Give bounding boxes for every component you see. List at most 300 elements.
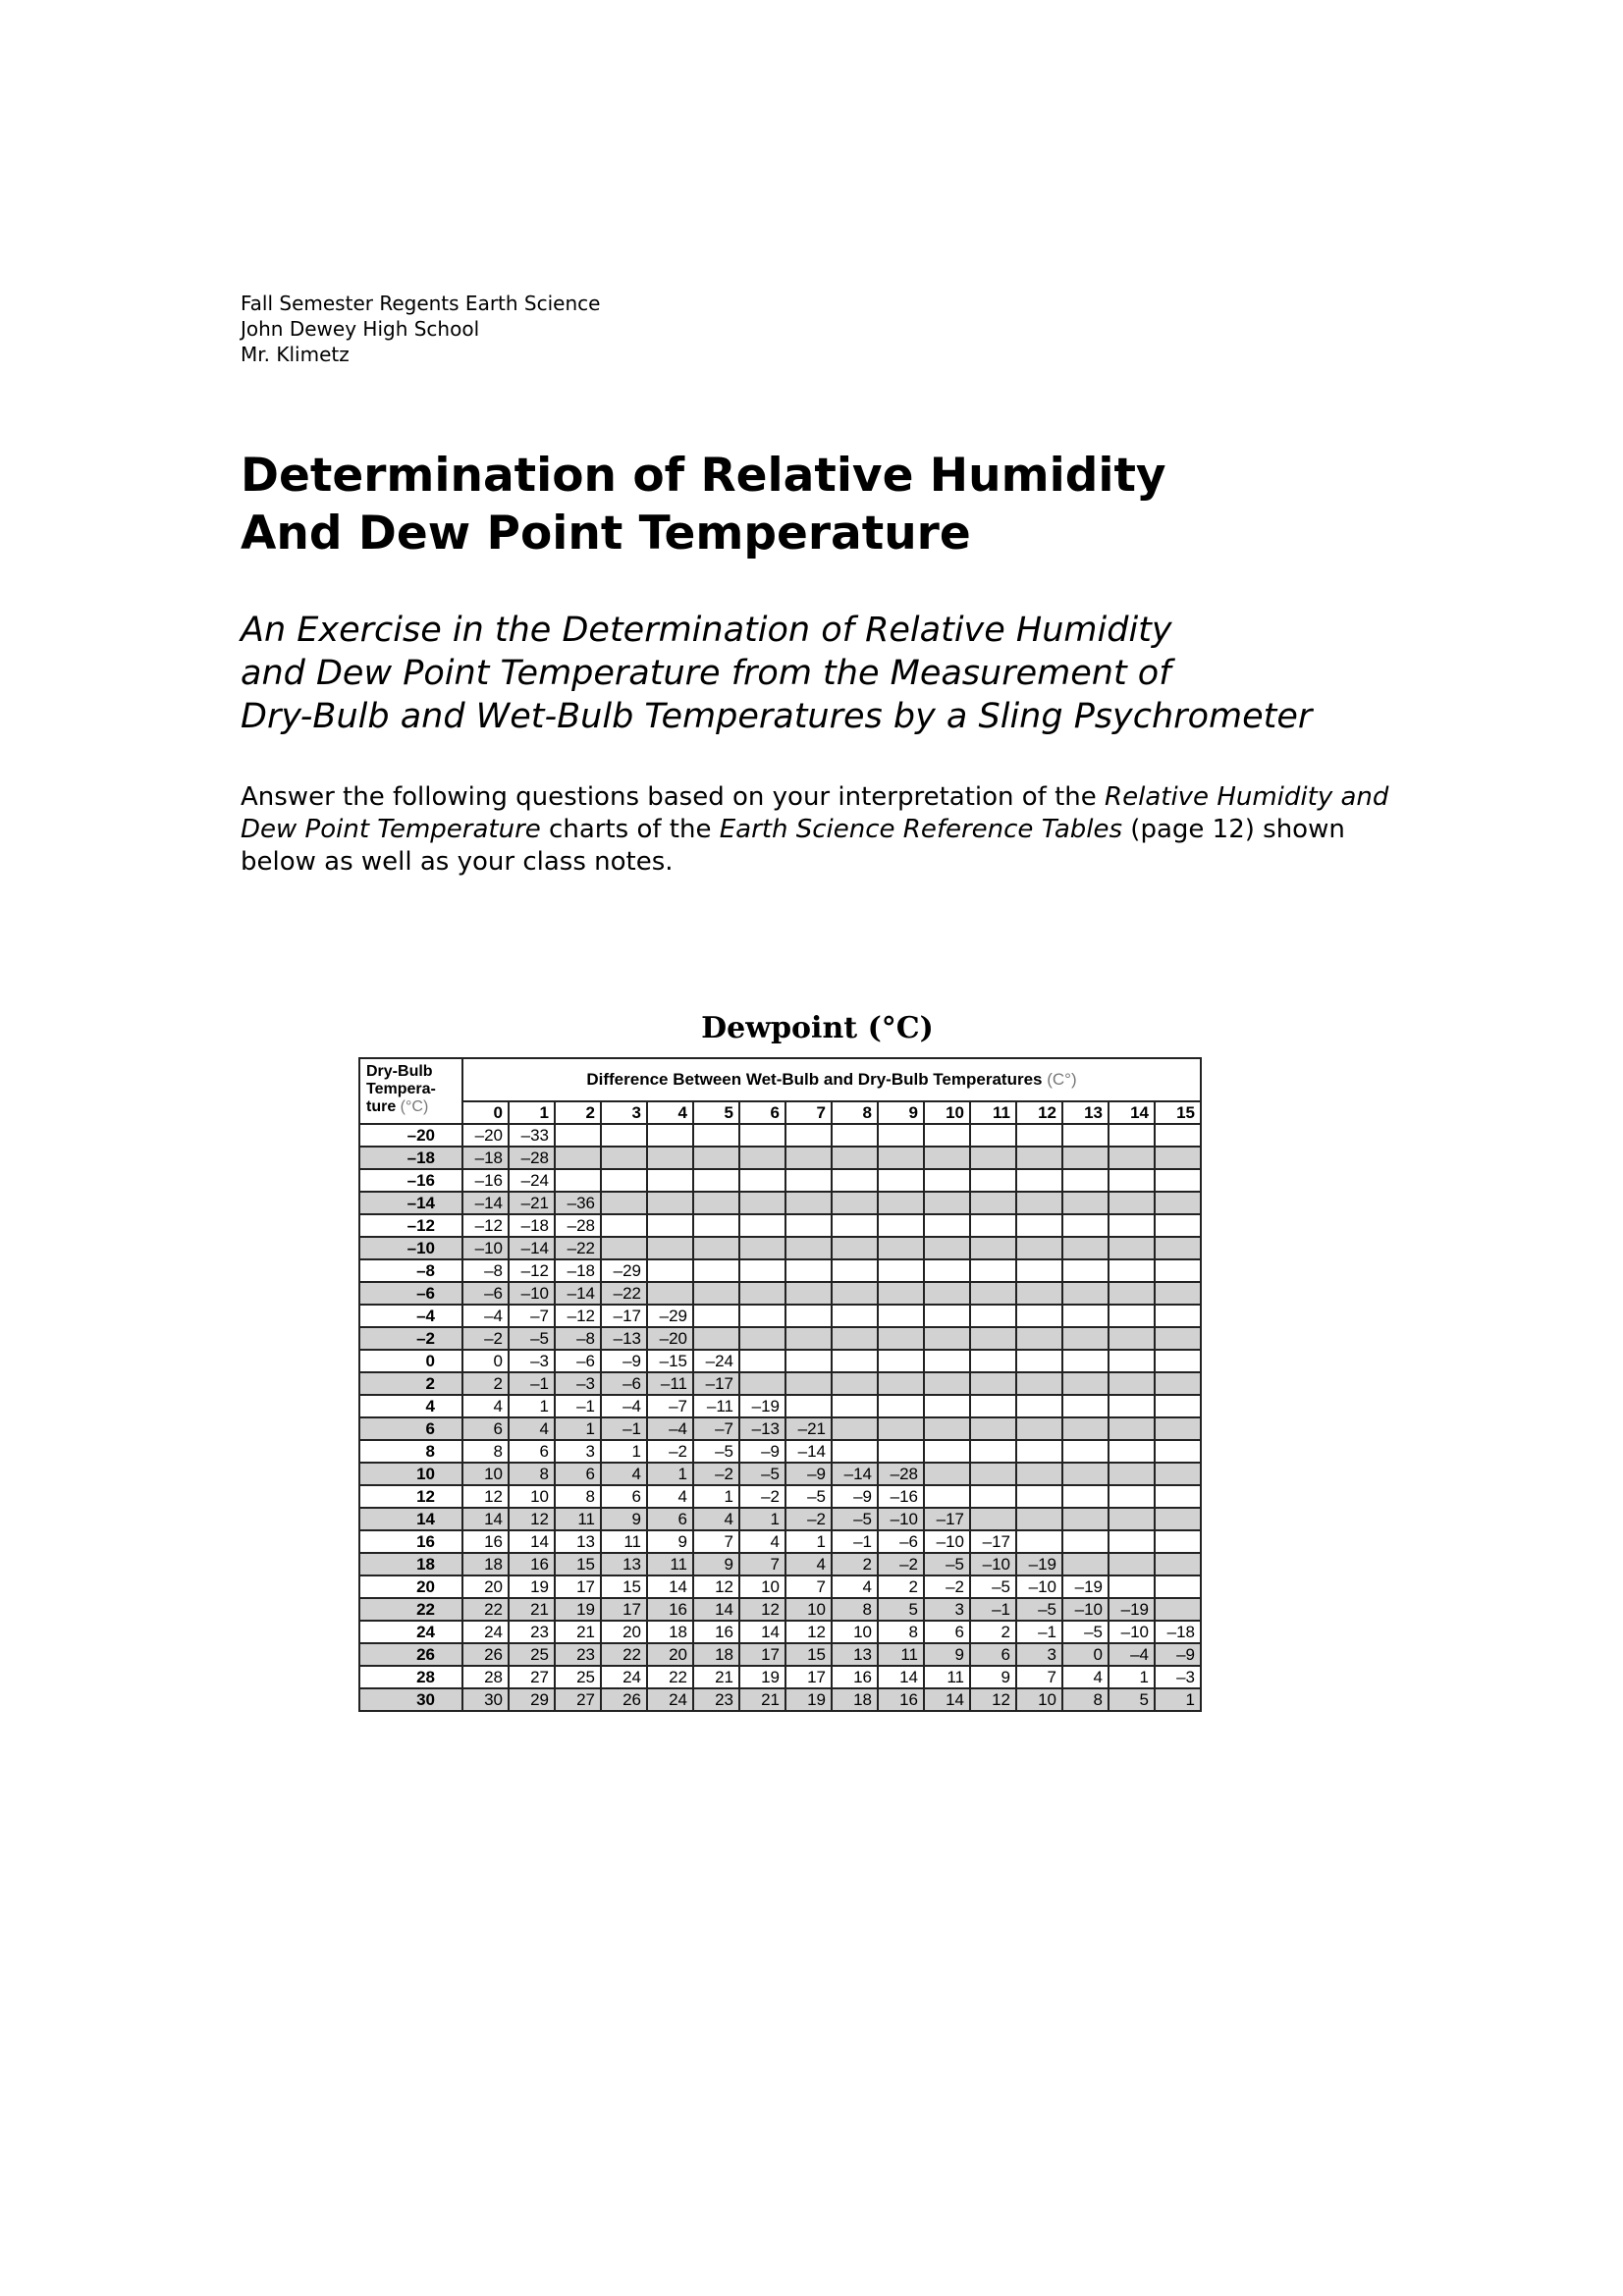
dewpoint-cell: –7 — [647, 1395, 693, 1417]
dewpoint-cell: –10 — [924, 1530, 970, 1553]
dewpoint-cell — [785, 1147, 832, 1169]
dewpoint-cell — [1062, 1237, 1109, 1259]
dewpoint-cell: 21 — [693, 1666, 739, 1688]
instructions-emphasis-1: Relative Humidity and Dew Point Temperature — [241, 782, 1389, 844]
dry-bulb-cell: –4 — [359, 1305, 462, 1327]
dry-bulb-cell: –12 — [359, 1214, 462, 1237]
dewpoint-cell — [739, 1350, 785, 1372]
dewpoint-cell — [1062, 1485, 1109, 1508]
dewpoint-cell: –10 — [1062, 1598, 1109, 1621]
dewpoint-cell — [1155, 1350, 1201, 1372]
dewpoint-cell — [970, 1259, 1016, 1282]
dry-bulb-cell: –16 — [359, 1169, 462, 1192]
table-row — [359, 1327, 1201, 1350]
dewpoint-cell: –10 — [970, 1553, 1016, 1575]
dewpoint-cell — [1109, 1508, 1155, 1530]
dewpoint-cell: –13 — [601, 1327, 647, 1350]
dewpoint-cell: 14 — [647, 1575, 693, 1598]
dewpoint-cell: 6 — [647, 1508, 693, 1530]
dewpoint-cell — [1016, 1440, 1062, 1463]
dewpoint-cell: –2 — [462, 1327, 509, 1350]
page-title — [241, 447, 1166, 562]
dewpoint-cell: 26 — [462, 1643, 509, 1666]
dewpoint-cell — [693, 1282, 739, 1305]
dewpoint-cell — [739, 1169, 785, 1192]
dewpoint-cell — [970, 1124, 1016, 1147]
dewpoint-cell: –6 — [462, 1282, 509, 1305]
dewpoint-cell — [1062, 1350, 1109, 1372]
dewpoint-cell: –5 — [924, 1553, 970, 1575]
dewpoint-cell: 8 — [555, 1485, 601, 1508]
dewpoint-cell — [1062, 1147, 1109, 1169]
column-header: 5 — [693, 1101, 739, 1124]
instructions-emphasis-2: Earth Science Reference Tables — [719, 815, 1123, 844]
dewpoint-cell: 1 — [785, 1530, 832, 1553]
dewpoint-cell: 3 — [555, 1440, 601, 1463]
dewpoint-cell: 16 — [878, 1688, 924, 1711]
dewpoint-cell — [878, 1372, 924, 1395]
dewpoint-cell: –24 — [693, 1350, 739, 1372]
dewpoint-cell: 11 — [878, 1643, 924, 1666]
dewpoint-cell — [970, 1508, 1016, 1530]
dewpoint-cell: –22 — [555, 1237, 601, 1259]
page-subtitle — [241, 609, 1312, 738]
dewpoint-cell — [1016, 1530, 1062, 1553]
table-row — [359, 1508, 1201, 1530]
dewpoint-cell: –16 — [878, 1485, 924, 1508]
table-row — [359, 1169, 1201, 1192]
dewpoint-cell: –29 — [647, 1305, 693, 1327]
dewpoint-cell — [1109, 1124, 1155, 1147]
dewpoint-cell: 13 — [555, 1530, 601, 1553]
dewpoint-cell: 30 — [462, 1688, 509, 1711]
dewpoint-cell: –2 — [785, 1508, 832, 1530]
dewpoint-cell: 6 — [555, 1463, 601, 1485]
dewpoint-cell: 4 — [647, 1485, 693, 1508]
dewpoint-cell: –2 — [878, 1553, 924, 1575]
dewpoint-cell — [1109, 1395, 1155, 1417]
dewpoint-cell: –5 — [832, 1508, 878, 1530]
dewpoint-cell: –28 — [555, 1214, 601, 1237]
dewpoint-cell: 1 — [693, 1485, 739, 1508]
dewpoint-cell: –4 — [1109, 1643, 1155, 1666]
column-header: 7 — [785, 1101, 832, 1124]
column-header: 11 — [970, 1101, 1016, 1124]
column-header: 8 — [832, 1101, 878, 1124]
dewpoint-cell — [1062, 1259, 1109, 1282]
dewpoint-cell: 25 — [555, 1666, 601, 1688]
dewpoint-cell: –14 — [555, 1282, 601, 1305]
dewpoint-cell — [601, 1192, 647, 1214]
dewpoint-cell: –15 — [647, 1350, 693, 1372]
dewpoint-cell: 7 — [1016, 1666, 1062, 1688]
dewpoint-cell — [785, 1192, 832, 1214]
dewpoint-cell — [785, 1214, 832, 1237]
dewpoint-cell — [924, 1305, 970, 1327]
dewpoint-cell — [1109, 1147, 1155, 1169]
dewpoint-cell — [924, 1440, 970, 1463]
dewpoint-cell — [1155, 1327, 1201, 1350]
dewpoint-cell — [924, 1147, 970, 1169]
dewpoint-cell — [1016, 1192, 1062, 1214]
dry-bulb-cell: 16 — [359, 1530, 462, 1553]
dewpoint-cell: –14 — [785, 1440, 832, 1463]
dewpoint-cell: 9 — [970, 1666, 1016, 1688]
dewpoint-cell — [555, 1169, 601, 1192]
instructions-paragraph — [241, 781, 1399, 879]
dewpoint-cell — [739, 1305, 785, 1327]
dewpoint-cell — [693, 1259, 739, 1282]
difference-header-text: Difference Between Wet-Bulb and Dry-Bulb Temperatures — [586, 1070, 1048, 1089]
dewpoint-cell: 8 — [462, 1440, 509, 1463]
dewpoint-cell: 26 — [601, 1688, 647, 1711]
dewpoint-cell — [924, 1124, 970, 1147]
dewpoint-cell: –29 — [601, 1259, 647, 1282]
dewpoint-cell — [832, 1124, 878, 1147]
dewpoint-cell: 0 — [462, 1350, 509, 1372]
dewpoint-cell: 25 — [509, 1643, 555, 1666]
dewpoint-cell: 3 — [1016, 1643, 1062, 1666]
dewpoint-cell: –20 — [647, 1327, 693, 1350]
dewpoint-cell: 16 — [509, 1553, 555, 1575]
dewpoint-cell: –14 — [462, 1192, 509, 1214]
column-header: 15 — [1155, 1101, 1201, 1124]
dewpoint-cell — [1155, 1485, 1201, 1508]
dry-bulb-cell: 30 — [359, 1688, 462, 1711]
dewpoint-cell: –1 — [832, 1530, 878, 1553]
dewpoint-cell: –4 — [601, 1395, 647, 1417]
dewpoint-cell — [739, 1282, 785, 1305]
dewpoint-cell: 4 — [739, 1530, 785, 1553]
dewpoint-cell: 1 — [509, 1395, 555, 1417]
dry-bulb-header-line-2: Tempera- — [366, 1081, 436, 1097]
dewpoint-cell — [1062, 1214, 1109, 1237]
dewpoint-cell — [693, 1214, 739, 1237]
dewpoint-cell: –9 — [601, 1350, 647, 1372]
dewpoint-cell: –7 — [693, 1417, 739, 1440]
dewpoint-cell — [924, 1463, 970, 1485]
dewpoint-cell — [924, 1350, 970, 1372]
dry-bulb-header — [359, 1058, 462, 1124]
dewpoint-cell — [832, 1305, 878, 1327]
dewpoint-cell: –5 — [509, 1327, 555, 1350]
dewpoint-cell: –20 — [462, 1124, 509, 1147]
dewpoint-cell: 15 — [785, 1643, 832, 1666]
dry-bulb-cell: 14 — [359, 1508, 462, 1530]
dewpoint-cell — [832, 1327, 878, 1350]
dewpoint-cell: –9 — [785, 1463, 832, 1485]
table-row — [359, 1147, 1201, 1169]
dewpoint-cell: 14 — [693, 1598, 739, 1621]
dewpoint-cell: –17 — [693, 1372, 739, 1395]
dewpoint-cell — [970, 1417, 1016, 1440]
dewpoint-cell: 0 — [1062, 1643, 1109, 1666]
table-row — [359, 1350, 1201, 1372]
dewpoint-cell — [924, 1417, 970, 1440]
dewpoint-cell — [785, 1395, 832, 1417]
dewpoint-cell: –18 — [462, 1147, 509, 1169]
dewpoint-cell: –5 — [693, 1440, 739, 1463]
dewpoint-cell: 14 — [462, 1508, 509, 1530]
dry-bulb-unit: (°C) — [400, 1098, 429, 1115]
dewpoint-cell: –2 — [924, 1575, 970, 1598]
dewpoint-cell — [1109, 1327, 1155, 1350]
dewpoint-cell: 24 — [462, 1621, 509, 1643]
dewpoint-cell — [1016, 1147, 1062, 1169]
dewpoint-cell — [878, 1147, 924, 1169]
table-row — [359, 1485, 1201, 1508]
dewpoint-cell — [970, 1282, 1016, 1305]
dewpoint-cell — [1016, 1305, 1062, 1327]
dewpoint-cell — [1109, 1305, 1155, 1327]
dewpoint-cell: 17 — [555, 1575, 601, 1598]
table-row — [359, 1214, 1201, 1237]
dewpoint-cell — [970, 1350, 1016, 1372]
dewpoint-cell: 27 — [509, 1666, 555, 1688]
dewpoint-cell — [832, 1350, 878, 1372]
dry-bulb-cell: 22 — [359, 1598, 462, 1621]
school-name: John Dewey High School — [241, 317, 480, 341]
dewpoint-cell: 12 — [970, 1688, 1016, 1711]
dewpoint-cell: 28 — [462, 1666, 509, 1688]
dewpoint-cell — [555, 1147, 601, 1169]
dewpoint-cell: –10 — [462, 1237, 509, 1259]
dewpoint-cell — [1109, 1192, 1155, 1214]
dewpoint-cell — [1016, 1259, 1062, 1282]
dewpoint-cell: 12 — [785, 1621, 832, 1643]
dewpoint-cell — [832, 1372, 878, 1395]
dewpoint-cell: 1 — [601, 1440, 647, 1463]
dewpoint-cell: 13 — [601, 1553, 647, 1575]
dry-bulb-cell: 0 — [359, 1350, 462, 1372]
dewpoint-cell: 15 — [555, 1553, 601, 1575]
difference-header — [462, 1058, 1201, 1101]
dewpoint-cell — [970, 1305, 1016, 1327]
dewpoint-cell — [878, 1417, 924, 1440]
dewpoint-cell: –8 — [462, 1259, 509, 1282]
dewpoint-cell: –1 — [555, 1395, 601, 1417]
column-header: 0 — [462, 1101, 509, 1124]
dewpoint-cell: –36 — [555, 1192, 601, 1214]
dewpoint-cell — [1109, 1214, 1155, 1237]
dewpoint-cell: 1 — [555, 1417, 601, 1440]
dewpoint-cell — [1016, 1350, 1062, 1372]
table-row — [359, 1688, 1201, 1711]
dewpoint-cell: –12 — [462, 1214, 509, 1237]
dry-bulb-cell: –10 — [359, 1237, 462, 1259]
dewpoint-cell: 9 — [693, 1553, 739, 1575]
dewpoint-cell — [1062, 1192, 1109, 1214]
dewpoint-cell: 10 — [832, 1621, 878, 1643]
dewpoint-cell: 8 — [509, 1463, 555, 1485]
dewpoint-cell — [832, 1237, 878, 1259]
dewpoint-cell: 18 — [693, 1643, 739, 1666]
dewpoint-cell — [601, 1169, 647, 1192]
dry-bulb-cell: 24 — [359, 1621, 462, 1643]
dewpoint-cell: –33 — [509, 1124, 555, 1147]
dewpoint-cell — [1062, 1440, 1109, 1463]
subtitle-line-1: An Exercise in the Determination of Relative Humidity — [241, 611, 1172, 650]
dewpoint-cell — [1155, 1530, 1201, 1553]
dewpoint-cell: 2 — [878, 1575, 924, 1598]
dewpoint-cell — [1155, 1417, 1201, 1440]
dewpoint-cell: –9 — [832, 1485, 878, 1508]
dewpoint-cell: 18 — [832, 1688, 878, 1711]
dewpoint-cell — [1109, 1237, 1155, 1259]
dewpoint-cell: 1 — [739, 1508, 785, 1530]
dewpoint-cell: 16 — [462, 1530, 509, 1553]
table-row — [359, 1643, 1201, 1666]
dewpoint-cell — [1155, 1124, 1201, 1147]
dewpoint-cell: 4 — [601, 1463, 647, 1485]
dewpoint-table-title: Dewpoint (°C) — [701, 1011, 934, 1045]
dewpoint-cell: –1 — [1016, 1621, 1062, 1643]
dewpoint-cell: –18 — [1155, 1621, 1201, 1643]
dewpoint-cell: 11 — [924, 1666, 970, 1688]
table-row — [359, 1305, 1201, 1327]
dewpoint-cell: 2 — [970, 1621, 1016, 1643]
dry-bulb-cell: 20 — [359, 1575, 462, 1598]
dry-bulb-cell: –20 — [359, 1124, 462, 1147]
dewpoint-cell — [1155, 1463, 1201, 1485]
dewpoint-cell: –22 — [601, 1282, 647, 1305]
column-header: 4 — [647, 1101, 693, 1124]
dewpoint-cell: –1 — [601, 1417, 647, 1440]
dewpoint-cell — [878, 1282, 924, 1305]
dry-bulb-cell: 4 — [359, 1395, 462, 1417]
dewpoint-cell: 12 — [509, 1508, 555, 1530]
dewpoint-cell: 1 — [647, 1463, 693, 1485]
table-body — [359, 1124, 1201, 1711]
dry-bulb-cell: 10 — [359, 1463, 462, 1485]
dewpoint-cell — [1016, 1417, 1062, 1440]
dewpoint-cell: 21 — [509, 1598, 555, 1621]
dewpoint-cell — [970, 1214, 1016, 1237]
dewpoint-cell: –11 — [647, 1372, 693, 1395]
table-row — [359, 1440, 1201, 1463]
dewpoint-cell — [647, 1192, 693, 1214]
dewpoint-cell — [1016, 1485, 1062, 1508]
dewpoint-cell: 10 — [785, 1598, 832, 1621]
dewpoint-cell — [1062, 1282, 1109, 1305]
dewpoint-cell — [832, 1214, 878, 1237]
dewpoint-cell: –5 — [1062, 1621, 1109, 1643]
dewpoint-cell: 5 — [1109, 1688, 1155, 1711]
dewpoint-cell — [878, 1169, 924, 1192]
dewpoint-cell: 6 — [924, 1621, 970, 1643]
dewpoint-cell — [878, 1327, 924, 1350]
dewpoint-cell: 7 — [785, 1575, 832, 1598]
dewpoint-cell: 15 — [601, 1575, 647, 1598]
dry-bulb-cell: –6 — [359, 1282, 462, 1305]
dry-bulb-cell: 2 — [359, 1372, 462, 1395]
instructions-text-2: charts of the — [540, 815, 720, 844]
dewpoint-cell: –12 — [555, 1305, 601, 1327]
dewpoint-cell — [832, 1259, 878, 1282]
dewpoint-cell: 10 — [1016, 1688, 1062, 1711]
subtitle-line-3: Dry-Bulb and Wet-Bulb Temperatures by a Sling Psychrometer — [241, 697, 1313, 736]
dewpoint-cell — [832, 1282, 878, 1305]
dewpoint-cell — [1016, 1214, 1062, 1237]
dewpoint-cell: –18 — [509, 1214, 555, 1237]
dewpoint-cell — [693, 1327, 739, 1350]
dewpoint-cell — [970, 1237, 1016, 1259]
dewpoint-cell: 19 — [509, 1575, 555, 1598]
dewpoint-cell — [832, 1417, 878, 1440]
dewpoint-cell: –10 — [878, 1508, 924, 1530]
table-row — [359, 1530, 1201, 1553]
dewpoint-cell — [693, 1305, 739, 1327]
dewpoint-cell — [1016, 1327, 1062, 1350]
dewpoint-cell: 17 — [739, 1643, 785, 1666]
dewpoint-cell: 12 — [693, 1575, 739, 1598]
dewpoint-cell: 5 — [878, 1598, 924, 1621]
dewpoint-cell — [785, 1259, 832, 1282]
dewpoint-cell: 14 — [509, 1530, 555, 1553]
dewpoint-cell — [832, 1147, 878, 1169]
column-header: 14 — [1109, 1101, 1155, 1124]
dewpoint-cell — [1109, 1417, 1155, 1440]
dewpoint-cell: –17 — [601, 1305, 647, 1327]
dewpoint-cell — [1155, 1553, 1201, 1575]
dewpoint-cell: 16 — [647, 1598, 693, 1621]
dewpoint-cell — [970, 1372, 1016, 1395]
dewpoint-cell: 24 — [647, 1688, 693, 1711]
dewpoint-cell: –3 — [555, 1372, 601, 1395]
dewpoint-cell: 20 — [647, 1643, 693, 1666]
dewpoint-cell — [1016, 1372, 1062, 1395]
dewpoint-cell: 6 — [462, 1417, 509, 1440]
table-row — [359, 1259, 1201, 1282]
table-row — [359, 1575, 1201, 1598]
dewpoint-cell: 11 — [555, 1508, 601, 1530]
dewpoint-cell: –17 — [970, 1530, 1016, 1553]
dewpoint-cell: 8 — [878, 1621, 924, 1643]
dewpoint-cell: 4 — [509, 1417, 555, 1440]
dewpoint-cell — [1109, 1485, 1155, 1508]
dry-bulb-cell: –8 — [359, 1259, 462, 1282]
dewpoint-cell: –19 — [1062, 1575, 1109, 1598]
dewpoint-cell — [970, 1440, 1016, 1463]
dewpoint-cell: 17 — [785, 1666, 832, 1688]
table-row — [359, 1417, 1201, 1440]
dewpoint-cell — [1155, 1282, 1201, 1305]
dewpoint-cell — [1155, 1440, 1201, 1463]
dewpoint-cell: 7 — [693, 1530, 739, 1553]
dewpoint-cell — [1016, 1508, 1062, 1530]
dewpoint-cell — [1062, 1463, 1109, 1485]
dewpoint-cell: 23 — [555, 1643, 601, 1666]
dewpoint-cell: –3 — [1155, 1666, 1201, 1688]
dewpoint-cell — [693, 1169, 739, 1192]
dewpoint-cell: –10 — [1109, 1621, 1155, 1643]
dewpoint-cell — [1155, 1147, 1201, 1169]
dewpoint-cell — [924, 1485, 970, 1508]
dewpoint-cell: –17 — [924, 1508, 970, 1530]
dewpoint-cell — [1109, 1440, 1155, 1463]
dewpoint-cell — [970, 1169, 1016, 1192]
dewpoint-cell — [739, 1192, 785, 1214]
dewpoint-cell: 18 — [647, 1621, 693, 1643]
dewpoint-cell: 20 — [601, 1621, 647, 1643]
instructions-text-1: Answer the following questions based on your interpretation of the — [241, 782, 1106, 812]
dry-bulb-cell: 6 — [359, 1417, 462, 1440]
table-row — [359, 1666, 1201, 1688]
dewpoint-cell — [1109, 1530, 1155, 1553]
dewpoint-cell: –21 — [509, 1192, 555, 1214]
dewpoint-cell: –28 — [509, 1147, 555, 1169]
column-header: 10 — [924, 1101, 970, 1124]
